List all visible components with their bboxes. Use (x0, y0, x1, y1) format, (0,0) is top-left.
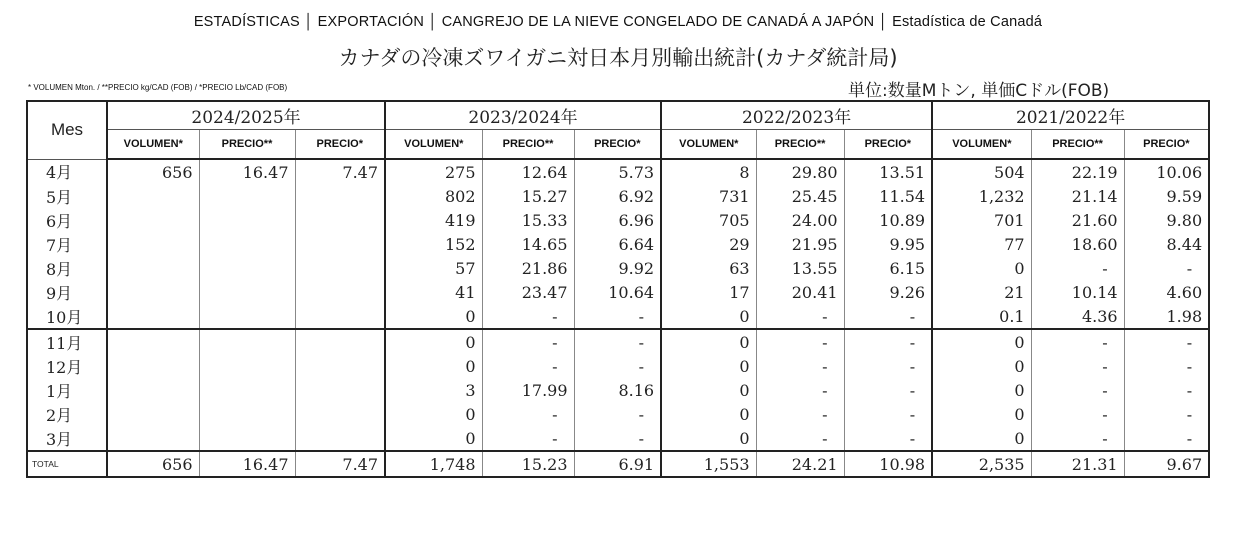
data-cell: 152 (385, 232, 482, 256)
data-cell (107, 280, 199, 304)
data-cell (199, 256, 295, 280)
data-cell: 1,232 (932, 184, 1031, 208)
data-cell: - (844, 402, 932, 426)
data-cell: 0 (661, 329, 756, 354)
table-row (27, 256, 1209, 280)
total-cell: 24.21 (756, 451, 844, 477)
data-cell: 0 (661, 378, 756, 402)
data-cell: - (1124, 354, 1209, 378)
data-cell: 21.95 (756, 232, 844, 256)
data-cell: - (756, 354, 844, 378)
data-cell: 802 (385, 184, 482, 208)
data-cell: 0 (932, 256, 1031, 280)
data-cell: 15.33 (482, 208, 574, 232)
export-statistics-table (26, 100, 1210, 478)
data-cell (107, 232, 199, 256)
month-cell: 9月 (27, 280, 107, 304)
data-cell: - (844, 378, 932, 402)
data-cell: 6.64 (574, 232, 661, 256)
data-cell: 13.51 (844, 159, 932, 184)
data-cell: - (574, 402, 661, 426)
data-cell: - (756, 304, 844, 329)
data-cell: 29.80 (756, 159, 844, 184)
data-cell: 23.47 (482, 280, 574, 304)
data-cell: 0 (385, 402, 482, 426)
data-cell: 0 (661, 354, 756, 378)
data-cell: 41 (385, 280, 482, 304)
data-cell (107, 256, 199, 280)
data-cell: - (844, 329, 932, 354)
data-cell: - (1124, 402, 1209, 426)
data-cell: 18.60 (1031, 232, 1124, 256)
data-cell: - (1031, 329, 1124, 354)
column-header: PRECIO* (1124, 130, 1209, 160)
data-cell: 0.1 (932, 304, 1031, 329)
table-row (27, 426, 1209, 451)
data-cell: 12.64 (482, 159, 574, 184)
data-cell: 9.95 (844, 232, 932, 256)
data-cell: - (756, 426, 844, 451)
data-cell: 275 (385, 159, 482, 184)
data-cell (199, 329, 295, 354)
total-cell: 9.67 (1124, 451, 1209, 477)
data-cell: - (1031, 426, 1124, 451)
column-header: PRECIO** (482, 130, 574, 160)
data-cell (107, 329, 199, 354)
data-cell: 8.16 (574, 378, 661, 402)
data-cell: - (1124, 426, 1209, 451)
data-cell (199, 426, 295, 451)
data-cell: 21.86 (482, 256, 574, 280)
data-cell (199, 184, 295, 208)
data-cell: 701 (932, 208, 1031, 232)
data-cell: 15.27 (482, 184, 574, 208)
month-cell: 11月 (27, 329, 107, 354)
data-cell: 29 (661, 232, 756, 256)
table-row (27, 354, 1209, 378)
table-row (27, 304, 1209, 329)
data-cell: - (482, 402, 574, 426)
japanese-title: カナダの冷凍ズワイガニ対日本月別輸出統計(カナダ統計局) (338, 46, 898, 70)
data-cell: 22.19 (1031, 159, 1124, 184)
data-cell (295, 329, 385, 354)
mes-header: Mes (27, 101, 107, 159)
data-cell: 8 (661, 159, 756, 184)
data-cell (107, 304, 199, 329)
unit-note: 単位:数量Mトン, 単価Cドル(FOB) (848, 81, 1110, 101)
total-cell: 16.47 (199, 451, 295, 477)
data-cell: 7.47 (295, 159, 385, 184)
data-cell: - (1031, 256, 1124, 280)
data-cell: - (482, 304, 574, 329)
data-cell: 504 (932, 159, 1031, 184)
data-cell: 4.60 (1124, 280, 1209, 304)
data-cell: - (1031, 402, 1124, 426)
data-cell: 16.47 (199, 159, 295, 184)
data-cell: 17.99 (482, 378, 574, 402)
month-cell: 8月 (27, 256, 107, 280)
column-header: PRECIO** (199, 130, 295, 160)
data-cell (107, 402, 199, 426)
column-header: PRECIO* (295, 130, 385, 160)
data-cell: 5.73 (574, 159, 661, 184)
column-header: VOLUMEN* (107, 130, 199, 160)
year-group-header: 2024/2025年 (107, 101, 385, 130)
data-cell: 1.98 (1124, 304, 1209, 329)
data-cell: 4.36 (1031, 304, 1124, 329)
total-cell: 1,553 (661, 451, 756, 477)
total-cell: 10.98 (844, 451, 932, 477)
data-cell: 21 (932, 280, 1031, 304)
data-cell: 9.92 (574, 256, 661, 280)
data-cell: 10.64 (574, 280, 661, 304)
data-cell (295, 280, 385, 304)
data-cell (295, 402, 385, 426)
total-row (27, 451, 1209, 477)
data-cell (199, 304, 295, 329)
data-cell (295, 208, 385, 232)
data-cell (107, 208, 199, 232)
year-group-header: 2021/2022年 (932, 101, 1209, 130)
total-cell: 6.91 (574, 451, 661, 477)
total-cell: 2,535 (932, 451, 1031, 477)
data-cell: 20.41 (756, 280, 844, 304)
data-cell (295, 304, 385, 329)
data-cell: - (1031, 354, 1124, 378)
data-cell: 11.54 (844, 184, 932, 208)
data-cell: - (756, 402, 844, 426)
data-cell: - (844, 426, 932, 451)
column-header: VOLUMEN* (661, 130, 756, 160)
total-cell: 15.23 (482, 451, 574, 477)
month-cell: 12月 (27, 354, 107, 378)
data-cell: - (1124, 378, 1209, 402)
column-header: PRECIO* (574, 130, 661, 160)
data-cell: 6.96 (574, 208, 661, 232)
month-cell: 5月 (27, 184, 107, 208)
data-cell: 0 (385, 304, 482, 329)
data-cell: 21.14 (1031, 184, 1124, 208)
data-cell: 0 (932, 329, 1031, 354)
data-cell (295, 184, 385, 208)
data-cell: 0 (932, 402, 1031, 426)
column-header: PRECIO* (844, 130, 932, 160)
data-cell: - (482, 329, 574, 354)
data-cell: - (574, 354, 661, 378)
data-cell (107, 426, 199, 451)
data-cell: 0 (932, 378, 1031, 402)
table-body (27, 159, 1209, 477)
month-cell: 4月 (27, 159, 107, 184)
data-cell: - (1031, 378, 1124, 402)
data-cell (295, 426, 385, 451)
data-cell: 656 (107, 159, 199, 184)
data-cell: 3 (385, 378, 482, 402)
table-row (27, 232, 1209, 256)
column-header: VOLUMEN* (385, 130, 482, 160)
data-cell: 6.92 (574, 184, 661, 208)
legend-note: * VOLUMEN Mton. / **PRECIO kg/CAD (FOB) / *PRECIO Lb/CAD (FOB) (28, 83, 288, 92)
data-cell: - (844, 354, 932, 378)
data-cell: - (574, 426, 661, 451)
total-cell: 7.47 (295, 451, 385, 477)
data-cell: 77 (932, 232, 1031, 256)
column-header: PRECIO** (756, 130, 844, 160)
month-cell: 3月 (27, 426, 107, 451)
data-cell: 705 (661, 208, 756, 232)
month-cell: 1月 (27, 378, 107, 402)
sub-header-row (27, 130, 1209, 160)
data-cell: - (574, 329, 661, 354)
table-row (27, 378, 1209, 402)
data-cell (295, 232, 385, 256)
year-group-header: 2023/2024年 (385, 101, 661, 130)
data-cell (199, 232, 295, 256)
month-cell: 7月 (27, 232, 107, 256)
data-cell (295, 354, 385, 378)
data-cell: 419 (385, 208, 482, 232)
data-cell: - (756, 329, 844, 354)
data-cell: 24.00 (756, 208, 844, 232)
data-cell: 14.65 (482, 232, 574, 256)
month-cell: 10月 (27, 304, 107, 329)
data-cell: 10.14 (1031, 280, 1124, 304)
data-cell: 8.44 (1124, 232, 1209, 256)
year-header-row (27, 101, 1209, 130)
table-row (27, 208, 1209, 232)
data-cell (107, 354, 199, 378)
table-row (27, 184, 1209, 208)
page-title: ESTADÍSTICAS │ EXPORTACIÓN │ CANGREJO DE LA NIEVE CONGELADO DE CANADÁ A JAPÓN │ Estadística de Canadá (193, 14, 1043, 30)
data-cell: 0 (661, 426, 756, 451)
data-cell: - (756, 378, 844, 402)
data-cell: 25.45 (756, 184, 844, 208)
month-cell: 2月 (27, 402, 107, 426)
data-cell (107, 378, 199, 402)
data-cell (295, 256, 385, 280)
total-cell: 1,748 (385, 451, 482, 477)
data-cell: 731 (661, 184, 756, 208)
data-cell (199, 354, 295, 378)
total-cell: 21.31 (1031, 451, 1124, 477)
data-cell: - (482, 426, 574, 451)
data-cell (107, 184, 199, 208)
data-cell: 0 (661, 402, 756, 426)
data-cell (199, 208, 295, 232)
data-cell: 9.26 (844, 280, 932, 304)
data-cell: 10.06 (1124, 159, 1209, 184)
data-cell (199, 280, 295, 304)
data-cell: 0 (385, 426, 482, 451)
total-cell: 656 (107, 451, 199, 477)
data-cell (199, 402, 295, 426)
table-row (27, 402, 1209, 426)
data-cell: 0 (932, 354, 1031, 378)
column-header: VOLUMEN* (932, 130, 1031, 160)
data-cell: 9.59 (1124, 184, 1209, 208)
data-cell: 9.80 (1124, 208, 1209, 232)
table-row (27, 280, 1209, 304)
data-cell: 0 (385, 354, 482, 378)
month-cell: 6月 (27, 208, 107, 232)
column-header: PRECIO** (1031, 130, 1124, 160)
data-cell: - (1124, 329, 1209, 354)
data-cell (295, 378, 385, 402)
year-group-header: 2022/2023年 (661, 101, 932, 130)
table-row (27, 329, 1209, 354)
total-label: TOTAL (27, 451, 107, 477)
data-cell: 0 (661, 304, 756, 329)
data-cell: - (1124, 256, 1209, 280)
data-cell: 0 (385, 329, 482, 354)
data-cell: 57 (385, 256, 482, 280)
data-cell: 21.60 (1031, 208, 1124, 232)
data-cell: 63 (661, 256, 756, 280)
data-cell: 0 (932, 426, 1031, 451)
data-cell: 6.15 (844, 256, 932, 280)
data-cell: 13.55 (756, 256, 844, 280)
data-cell: - (482, 354, 574, 378)
data-cell: - (844, 304, 932, 329)
data-cell: 10.89 (844, 208, 932, 232)
data-cell: - (574, 304, 661, 329)
table-row (27, 159, 1209, 184)
data-cell: 17 (661, 280, 756, 304)
data-cell (199, 378, 295, 402)
